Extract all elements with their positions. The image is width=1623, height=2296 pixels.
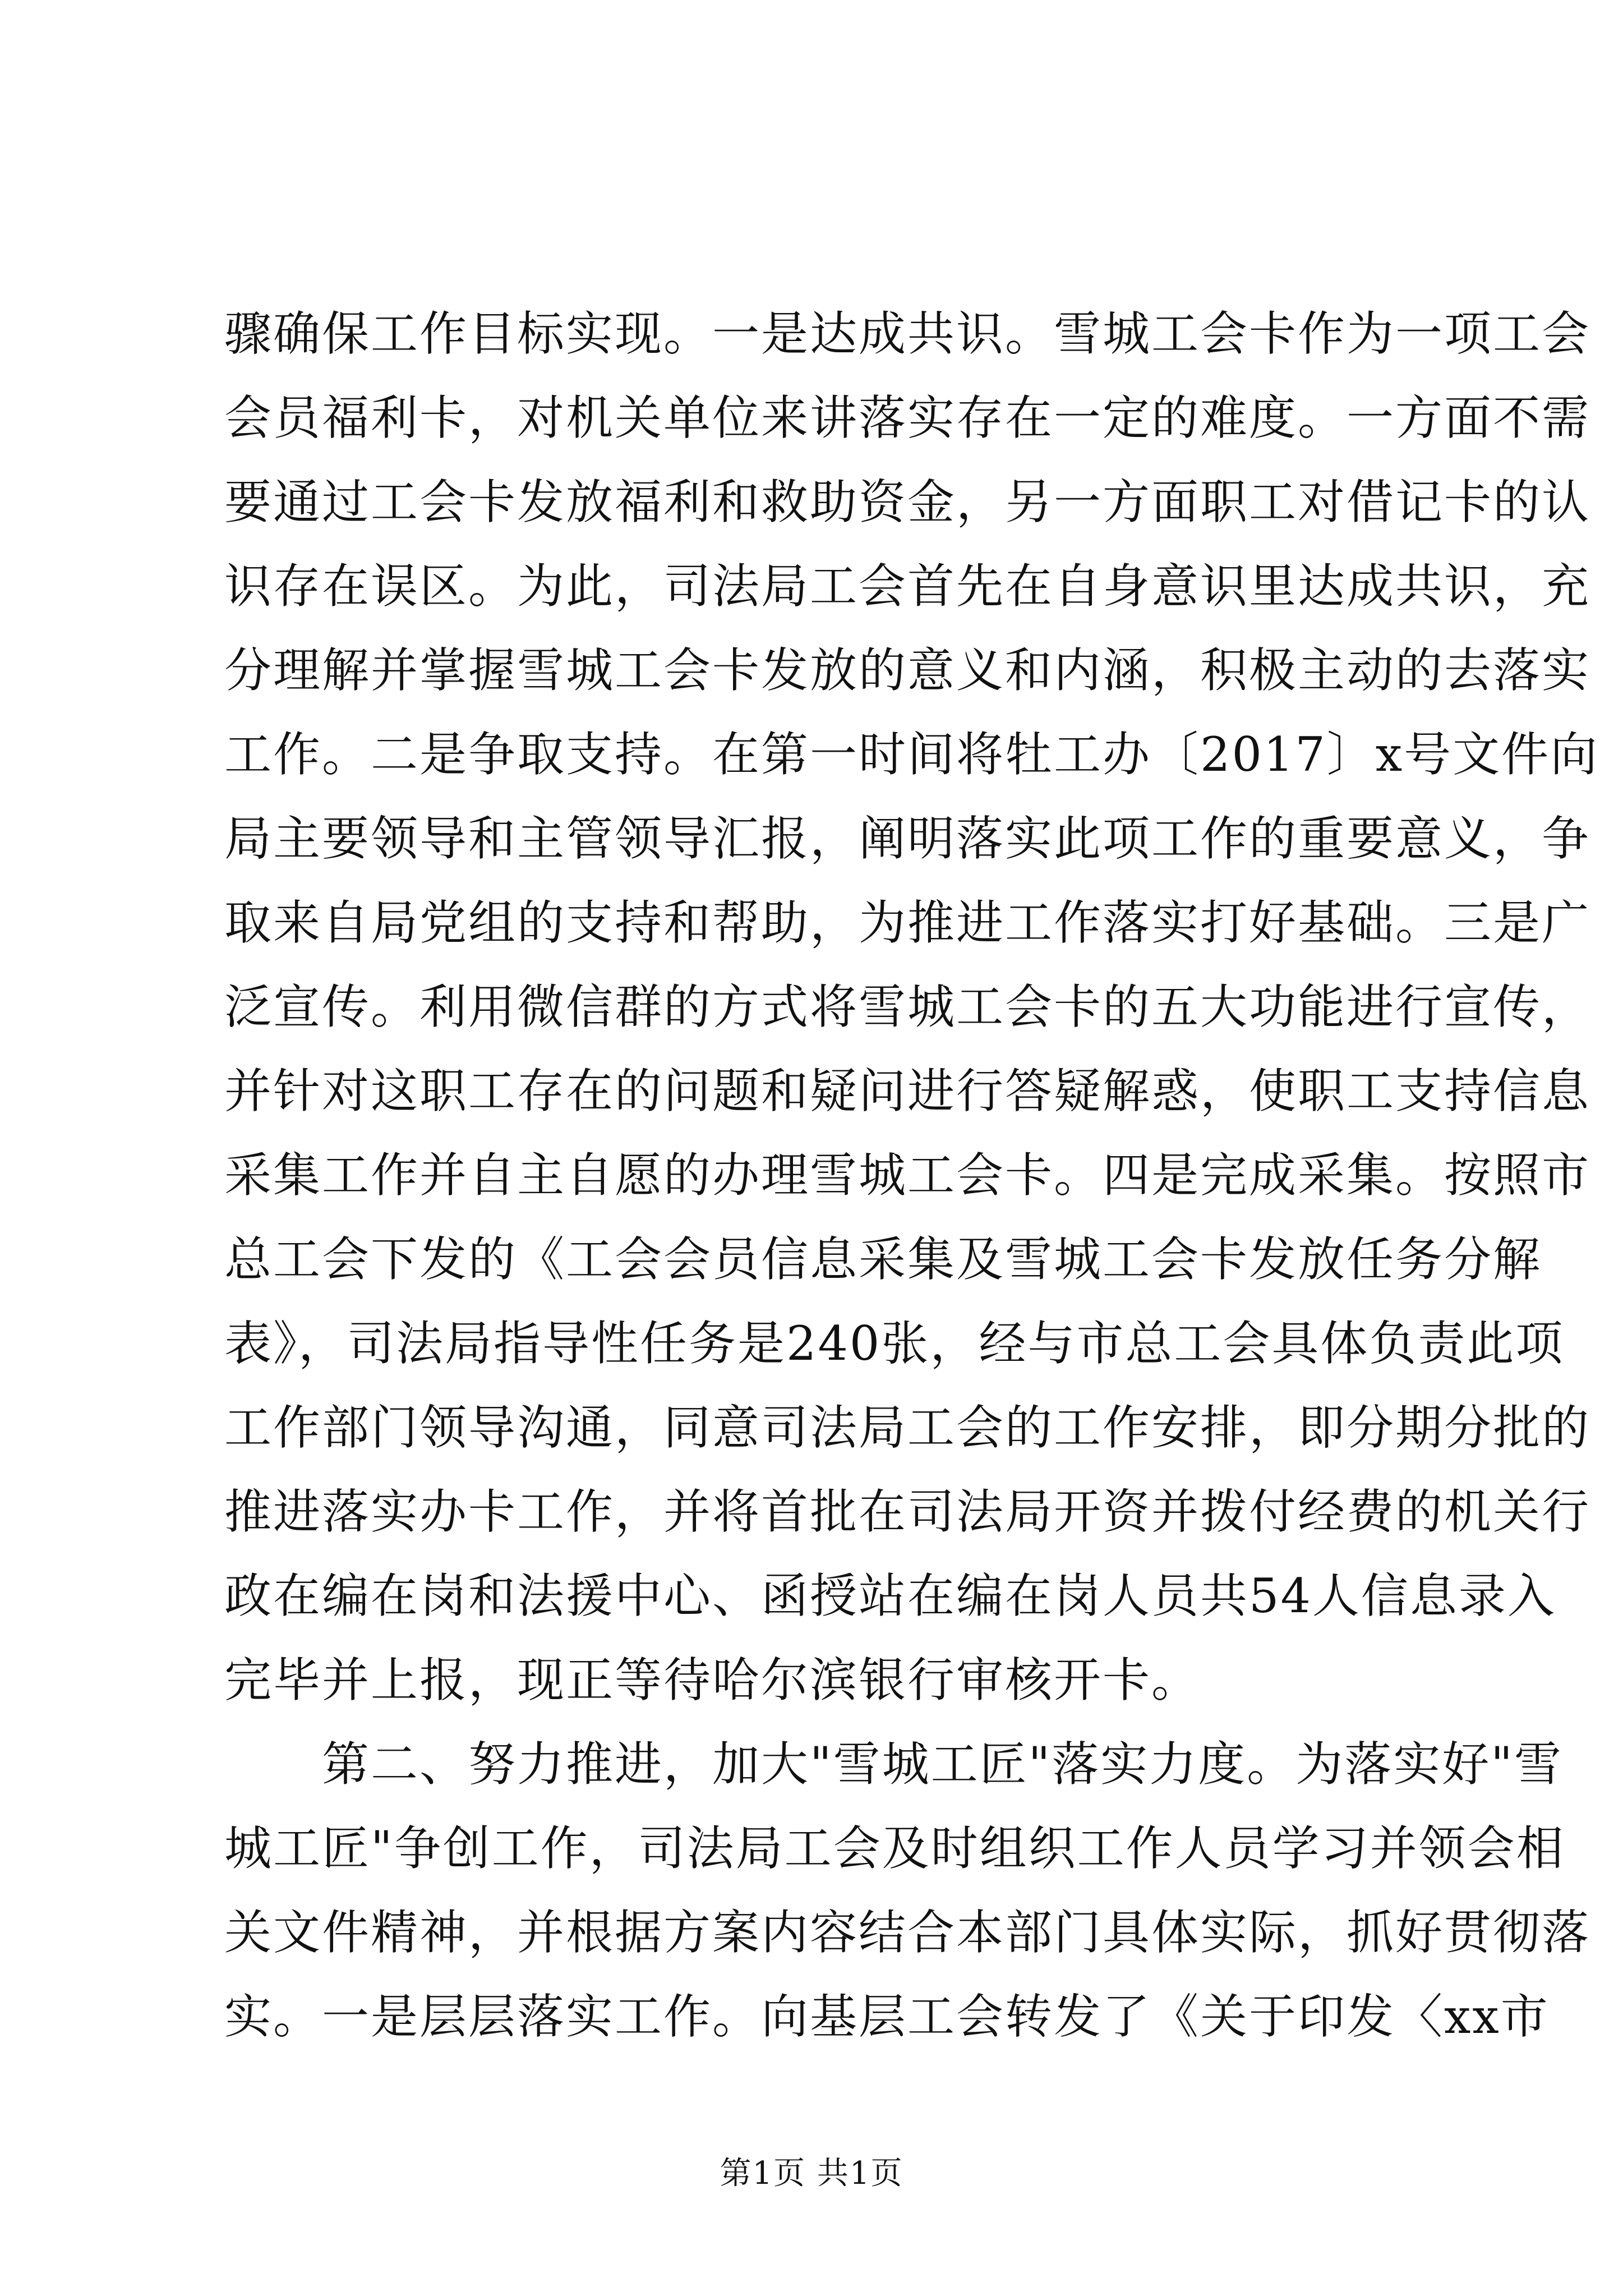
text-line: 表》，司法局指导性任务是240张，经与市总工会具体负责此项 [224,1316,1565,1371]
text-line: 推进落实办卡工作，并将首批在司法局开资并拨付经费的机关行 [224,1484,1591,1539]
text-line: 泛宣传。利用微信群的方式将雪城工会卡的五大功能进行宣传， [224,979,1591,1034]
text-line: 并针对这职工存在的问题和疑问进行答疑解惑，使职工支持信息 [224,1064,1591,1119]
page-footer: 第1页 共1页 [720,2155,903,2192]
text-line: 局主要领导和主管领导汇报，阐明落实此项工作的重要意义，争 [224,811,1591,866]
text-line: 要通过工会卡发放福利和救助资金，另一方面职工对借记卡的认 [224,475,1591,530]
text-line: 取来自局党组的支持和帮助，为推进工作落实打好基础。三是广 [224,895,1591,950]
text-line: 采集工作并自主自愿的办理雪城工会卡。四是完成采集。按照市 [224,1148,1591,1203]
text-line: 骤确保工作目标实现。一是达成共识。雪城工会卡作为一项工会 [224,306,1591,361]
text-line: 总工会下发的《工会会员信息采集及雪城工会卡发放任务分解 [224,1232,1542,1287]
text-line: 工作部门领导沟通，同意司法局工会的工作安排，即分期分批的 [224,1400,1591,1455]
text-line: 会员福利卡，对机关单位来讲落实存在一定的难度。一方面不需 [224,390,1591,445]
text-line: 城工匠"争创工作，司法局工会及时组织工作人员学习并领会相 [224,1821,1565,1876]
text-line: 政在编在岗和法援中心、函授站在编在岗人员共54人信息录入 [224,1568,1556,1623]
text-line: 实。一是层层落实工作。向基层工会转发了《关于印发〈xx市 [224,1989,1550,2044]
text-line: 工作。二是争取支持。在第一时间将牡工办〔2017〕x号文件向 [224,727,1599,782]
text-line: 关文件精神，并根据方案内容结合本部门具体实际，抓好贯彻落 [224,1905,1591,1960]
text-line: 完毕并上报，现正等待哈尔滨银行审核开卡。 [224,1653,1201,1708]
text-line: 分理解并掌握雪城工会卡发放的意义和内涵，积极主动的去落实 [224,643,1591,698]
text-line: 识存在误区。为此，司法局工会首先在自身意识里达成共识，充 [224,559,1591,614]
text-line: 第二、努力推进，加大"雪城工匠"落实力度。为落实好"雪 [224,1737,1563,1792]
body-text [224,292,1599,2059]
